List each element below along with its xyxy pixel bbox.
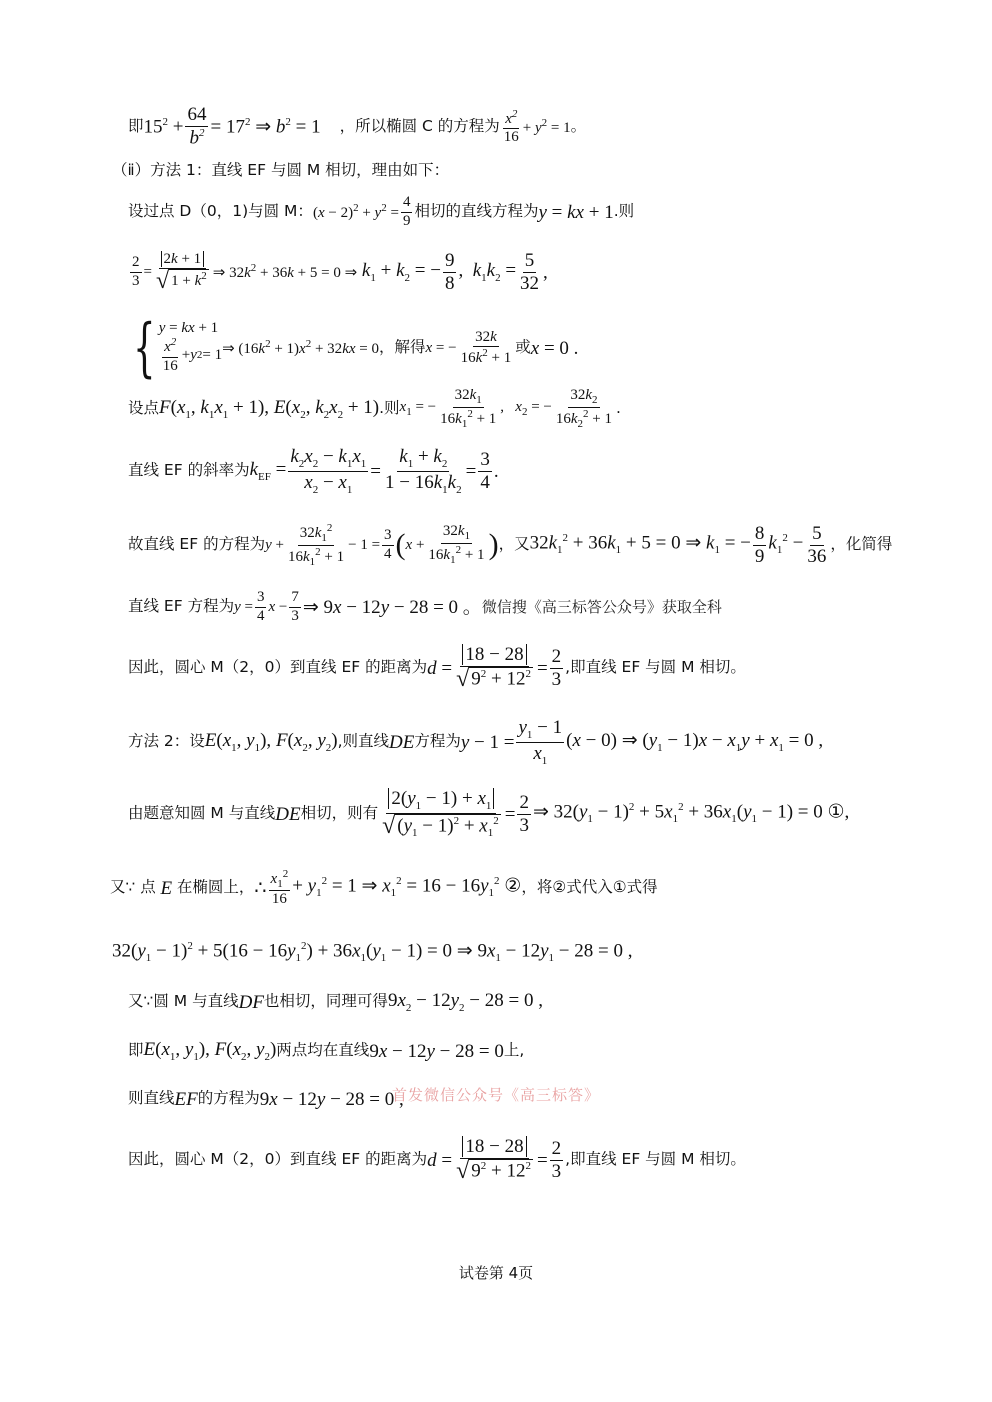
promo-text: 微信搜《高三标答公众号》获取全科 [481, 597, 722, 616]
line-substitution: $32(y_1 - 1)^2 + 5(16 - 16y_1^2) + 36x_1(y_1 - 1) = 0$ ⇒ $9x_1 - 12y_1 - 28 = 0$ , [112, 940, 633, 965]
text: 直线 EF 的斜率为 [128, 461, 250, 480]
fraction: $\frac{2}{3}$ [519, 791, 529, 836]
math-expr: $k_{EF}$ = [249, 458, 287, 483]
line-tangent-de: 由题意知圆 M 与直线 DE 相切，则有 $2(y_1 - 1) + x_1$ √ $(y_1 - 1)^2 + x_1^2$ = $\frac{2}{3}$ ⇒ $32(y_1 - 1)^2 + 5x_1^2 + 36x_1(y_1 - 1) = 0$ ①, [128, 788, 850, 839]
text: 设点 [128, 399, 160, 418]
fraction: $\frac{x_1^2}{16}$ [270, 867, 289, 908]
line-tangent-setup [128, 192, 634, 232]
fraction: $\frac{8}{9}$ [754, 522, 765, 567]
fraction: 18 − 28 √ $9^2 + 12^2$ [456, 1136, 531, 1184]
math-expr: x = 0 . [530, 337, 579, 359]
math-expr: $(x - 2)^2 + y^2$ = [312, 202, 399, 221]
fraction: $\frac{5}{32}$ [520, 249, 540, 294]
text: （ⅱ）方法 1：直线 EF 与圆 M 相切，理由如下： [112, 161, 450, 180]
line-ef-result: 则直线 EF 的方程为 9x − 12y − 28 = 0 , [128, 1088, 404, 1110]
text: 相切的直线方程为 [414, 202, 539, 221]
fraction: $\frac{32k}{16k^2 + 1}$ [460, 328, 512, 366]
math-expr: y = kx + 1 [538, 201, 614, 223]
text: .则 [613, 202, 635, 221]
text: 的方程为 [197, 1089, 260, 1108]
math-expr: ⇒ $32k^2 + 36k + 5 = 0$ ⇒ [212, 262, 358, 281]
fraction: $\frac{64}{b^2}$ [187, 104, 207, 149]
math-expr: + $y^2 = 1$ [522, 117, 571, 136]
fraction: $\frac{32k_1^2}{16k_1^2 + 1}$ [287, 521, 345, 568]
text: 方程为 [414, 732, 461, 751]
line-distance-2: 因此，圆心 M（2，0）到直线 EF 的距离为 d = 18 − 28 √ $9^2 + 12^2$ = $\frac{2}{3}$ ,即直线 EF 与圆 M 相切。 [128, 1136, 746, 1184]
fraction: $\frac{k_1 + k_2}{1 - 16k_1k_2}$ [385, 446, 462, 496]
page-footer: 试卷第 4页 [458, 1264, 534, 1282]
text: 。 [570, 117, 587, 136]
line-method1-heading [112, 160, 449, 182]
line-method2: 方法 2：设 $E(x_1$, $y_1$), $F(x_2$, $y_2$) ,则直线 DE 方程为 y − 1 = $\frac{y_1 - 1}{x_1}$ (x − 0) ⇒ $(y_1 - 1)x - x_1y + x_1 = 0$ , [128, 717, 824, 767]
text: 即 [128, 117, 144, 136]
fraction: $\frac{2}{3}$ [551, 1137, 562, 1182]
line-ef-equation: 故直线 EF 的方程为 y + $\frac{32k_1^2}{16k_1^2 + 1}$ − 1 = $\frac{3}{4}$ ( x + $\frac{32k_1}{16k_1^2 + 1}$ ) ，又 $32k_1^2 + 36k_1 + 5 = 0$ ⇒ $k_1$ = − $\frac{8}{9}$ $k_1^2$ − $\frac{5}{36}$ ，化简得 [128, 521, 893, 568]
fraction: $\frac{x^2}{16}$ [503, 107, 519, 145]
text: 由题意知圆 M 与直线 [128, 804, 276, 823]
fraction: $2(y_1 - 1) + x_1$ √ $(y_1 - 1)^2 + x_1^2$ [382, 788, 499, 839]
text: 两点均在直线 [276, 1041, 370, 1060]
text: ，化简得 [830, 535, 893, 554]
text: 方法 2：设 [128, 732, 205, 751]
text: 在椭圆上， [176, 878, 255, 897]
line-ellipse-equation [128, 102, 586, 152]
text: 因此，圆心 M（2，0）到直线 EF 的距离为 [128, 658, 428, 677]
text: ，将②式代入①式得 [521, 878, 658, 897]
text: 即 [128, 1041, 144, 1060]
math-expr: x = − [425, 339, 457, 356]
fraction: $\frac{k_2x_2 - k_1x_1}{x_2 - x_1}$ [290, 446, 367, 496]
text: 又∵圆 M 与直线 [128, 992, 239, 1011]
math-expr: , $k_1k_2$ = [458, 259, 517, 284]
text: 又∵ 点 [110, 878, 156, 897]
text: ，解得 [378, 338, 426, 357]
fraction: $\frac{3}{4}$ [256, 589, 265, 624]
fraction: $\frac{3}{4}$ [384, 527, 392, 562]
fraction: $\frac{y_1 - 1}{x_1}$ [518, 717, 563, 767]
text: . [616, 399, 621, 418]
text: 上, [503, 1041, 525, 1060]
fraction: $\frac{32k_2}{16k_2^2 + 1}$ [555, 387, 613, 430]
text: 因此，圆心 M（2，0）到直线 EF 的距离为 [128, 1150, 428, 1169]
line-distance-condition: $\frac{2}{3}$ = 2k + 1 √ $1 + k^2$ ⇒ $32k^2 + 36k + 5 = 0$ ⇒ $k_1 + k_2$ = − $\frac{9}{8}$ , $k_1k_2$ = $\frac{5}{32}$ , [132, 249, 548, 294]
text: ，所以椭圆 C 的方程为 [339, 117, 500, 136]
fraction: $\frac{2}{3}$ [132, 254, 140, 289]
fraction: $\frac{32k_1}{16k_1^2 + 1}$ [440, 387, 497, 430]
text: ,即直线 EF 与圆 M 相切。 [565, 1150, 746, 1169]
line-points-ef: 设点 $F(x_1$, $k_1x_1 + 1$), $E(x_2$, $k_2x_2 + 1$) .则 $x_1$ = − $\frac{32k_1}{16k_1^2 + 1}$ , $x_2$ = − $\frac{32k_2}{16k_2^2 + 1}$ . [128, 387, 621, 430]
math-expr: $15^2$ + [143, 116, 184, 138]
math-expr: ⇒ $(16k^2 + 1)x^2 + 32kx = 0$ [222, 338, 379, 357]
line-ef-simplified: 直线 EF 方程为 y = $\frac{3}{4}$ x − $\frac{7}{3}$ ⇒ 9x − 12y − 28 = 0 。 微信搜《高三标答公众号》获取全科 [128, 589, 722, 624]
watermark: 首发微信公众号《高三标答》 [392, 1086, 601, 1104]
math-expr: $F(x_1$, $k_1x_1 + 1$), $E(x_2$, $k_2x_2 + 1$) [159, 396, 380, 421]
text: ,即直线 EF 与圆 M 相切。 [565, 658, 746, 677]
fraction: $\frac{2}{3}$ [551, 645, 562, 690]
line-both-points: 即 $E(x_1$, $y_1$), $F(x_2$, $y_2$) 两点均在直线 9x − 12y − 28 = 0 上, [128, 1038, 525, 1063]
line-on-ellipse: 又∵ 点 E 在椭圆上， ∴ $\frac{x_1^2}{16}$ + $y_1^2 = 1$ ⇒ $x_1^2 = 16 - 16y_1^2$ ② ，将②式代入①式得 [110, 867, 658, 908]
line-distance-1: 因此，圆心 M（2，0）到直线 EF 的距离为 d = 18 − 28 √ $9^2 + 12^2$ = $\frac{2}{3}$ ,即直线 EF 与圆 M 相切。 [128, 644, 746, 692]
line-df-tangent: 又∵圆 M 与直线 DF 也相切，同理可得 $9x_2 - 12y_2 - 28 = 0$ , [128, 989, 543, 1014]
math-expr: $k_1 + k_2$ = − [361, 259, 441, 284]
fraction: $\frac{4}{9}$ [402, 194, 411, 229]
fraction: $\frac{5}{36}$ [807, 522, 827, 567]
text: ,则直线 [337, 732, 390, 751]
text: 设过点 D（0，1)与圆 M： [128, 202, 313, 221]
text: .则 [379, 399, 400, 418]
line-system [124, 311, 579, 385]
fraction: $\frac{7}{3}$ [291, 589, 299, 624]
text: ，又 [498, 535, 530, 554]
math-expr: = $17^2$ ⇒ $b^2 = 1$ [210, 116, 340, 138]
text: 则直线 [128, 1089, 175, 1108]
text: 相切，则有 [300, 804, 379, 823]
line-slope: 直线 EF 的斜率为 $k_{EF}$ = $\frac{k_2x_2 - k_1x_1}{x_2 - x_1}$ = $\frac{k_1 + k_2}{1 - 16k_1k_2}$ = $\frac{3}{4}$ . [128, 446, 499, 496]
text: 直线 EF 方程为 [128, 597, 235, 616]
fraction: 18 − 28 √ $9^2 + 12^2$ [456, 644, 531, 692]
text: 也相切，同理可得 [263, 992, 388, 1011]
fraction: $\frac{32k_1}{16k_1^2 + 1}$ [428, 523, 485, 566]
equation-system: { y = kx + 1 $\frac{x^2}{16}$ + y 2 = 1 [133, 311, 223, 385]
fraction: 2k + 1 √ $1 + k^2$ [155, 250, 207, 294]
text: 故直线 EF 的方程为 [128, 535, 266, 554]
fraction: $\frac{9}{8}$ [444, 249, 455, 294]
fraction: $\frac{3}{4}$ [480, 448, 490, 493]
text: 或 [515, 338, 531, 357]
